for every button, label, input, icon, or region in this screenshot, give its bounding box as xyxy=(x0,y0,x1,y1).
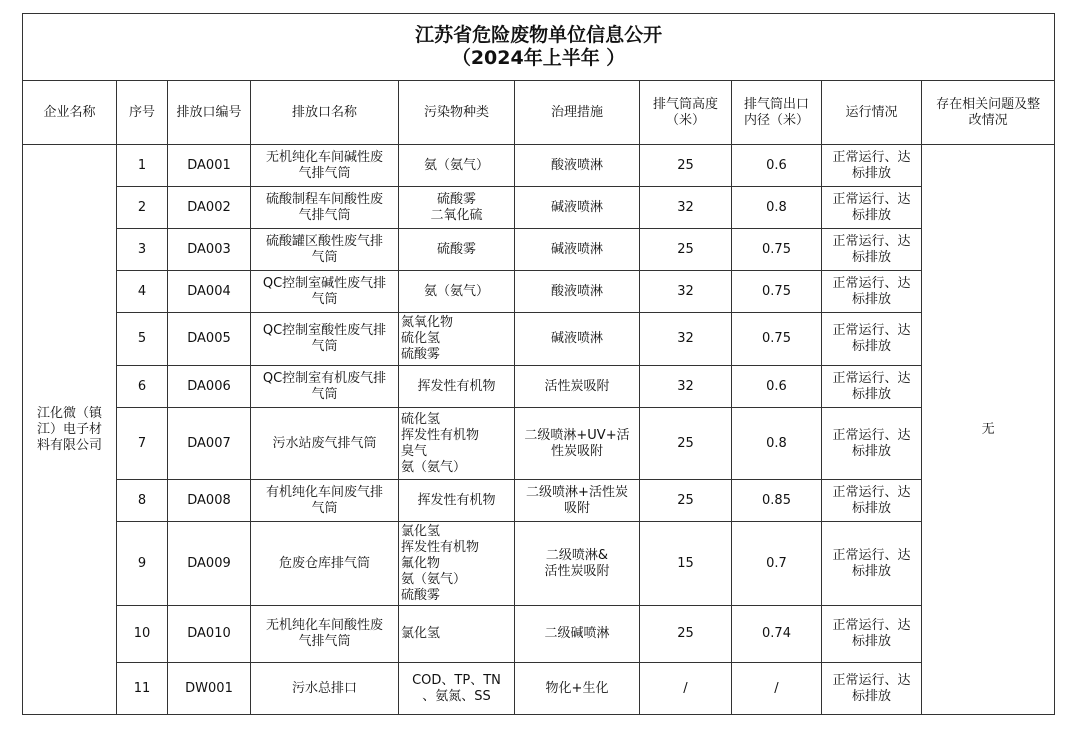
treatment-cell: 碱液喷淋 xyxy=(515,313,640,366)
outlet-code-cell: DA004 xyxy=(168,271,251,313)
outlet-name-cell: QC控制室碱性废气排 气筒 xyxy=(251,271,399,313)
stack-diameter-cell: 0.75 xyxy=(732,313,822,366)
operation-status-cell: 正常运行、达 标排放 xyxy=(822,480,922,522)
header-outlet-name: 排放口名称 xyxy=(251,81,399,145)
stack-diameter-cell: 0.8 xyxy=(732,408,822,480)
header-operation: 运行情况 xyxy=(822,81,922,145)
stack-height-cell: 32 xyxy=(640,366,732,408)
table-row xyxy=(23,408,1055,480)
outlet-code-cell: DA008 xyxy=(168,480,251,522)
seq-cell: 4 xyxy=(117,271,168,313)
stack-diameter-cell: 0.6 xyxy=(732,145,822,187)
seq-cell: 5 xyxy=(117,313,168,366)
stack-height-cell: 25 xyxy=(640,229,732,271)
table-row xyxy=(23,522,1055,606)
treatment-cell: 二级喷淋& 活性炭吸附 xyxy=(515,522,640,606)
table-row xyxy=(23,187,1055,229)
outlet-name-cell: 无机纯化车间酸性废 气排气筒 xyxy=(251,606,399,663)
stack-diameter-cell: 0.75 xyxy=(732,229,822,271)
pollutants-cell: 氨（氨气） xyxy=(399,145,515,187)
table-row xyxy=(23,313,1055,366)
treatment-cell: 二级碱喷淋 xyxy=(515,606,640,663)
table-row xyxy=(23,271,1055,313)
header-stack-diameter: 排气筒出口 内径（米） xyxy=(732,81,822,145)
table-row xyxy=(23,663,1055,715)
seq-cell: 7 xyxy=(117,408,168,480)
header-company: 企业名称 xyxy=(23,81,117,145)
treatment-cell: 酸液喷淋 xyxy=(515,271,640,313)
treatment-cell: 碱液喷淋 xyxy=(515,229,640,271)
pollutants-cell: 硫酸雾 二氧化硫 xyxy=(399,187,515,229)
title-line-2: （2024年上半年 ） xyxy=(451,47,626,69)
stack-height-cell: 25 xyxy=(640,145,732,187)
outlet-name-cell: QC控制室酸性废气排 气筒 xyxy=(251,313,399,366)
stack-height-cell: 25 xyxy=(640,408,732,480)
operation-status-cell: 正常运行、达 标排放 xyxy=(822,145,922,187)
outlet-code-cell: DA009 xyxy=(168,522,251,606)
page-title xyxy=(23,14,1055,81)
seq-cell: 3 xyxy=(117,229,168,271)
operation-status-cell: 正常运行、达 标排放 xyxy=(822,366,922,408)
stack-diameter-cell: 0.74 xyxy=(732,606,822,663)
operation-status-cell: 正常运行、达 标排放 xyxy=(822,313,922,366)
stack-height-cell: / xyxy=(640,663,732,715)
outlet-code-cell: DA003 xyxy=(168,229,251,271)
stack-diameter-cell: 0.7 xyxy=(732,522,822,606)
treatment-cell: 酸液喷淋 xyxy=(515,145,640,187)
operation-status-cell: 正常运行、达 标排放 xyxy=(822,271,922,313)
pollutants-cell: 挥发性有机物 xyxy=(399,480,515,522)
operation-status-cell: 正常运行、达 标排放 xyxy=(822,606,922,663)
outlet-name-cell: QC控制室有机废气排 气筒 xyxy=(251,366,399,408)
treatment-cell: 二级喷淋+活性炭 吸附 xyxy=(515,480,640,522)
outlet-name-cell: 污水总排口 xyxy=(251,663,399,715)
stack-diameter-cell: 0.6 xyxy=(732,366,822,408)
header-row xyxy=(23,81,1055,145)
treatment-cell: 碱液喷淋 xyxy=(515,187,640,229)
operation-status-cell: 正常运行、达 标排放 xyxy=(822,522,922,606)
company-name-cell: 江化微（镇 江）电子材 料有限公司 xyxy=(23,145,117,715)
treatment-cell: 物化+生化 xyxy=(515,663,640,715)
outlet-name-cell: 无机纯化车间碱性废 气排气筒 xyxy=(251,145,399,187)
table-row xyxy=(23,229,1055,271)
stack-height-cell: 25 xyxy=(640,480,732,522)
stack-diameter-cell: 0.8 xyxy=(732,187,822,229)
pollutants-cell: 氮氧化物 硫化氢 硫酸雾 xyxy=(399,313,515,366)
operation-status-cell: 正常运行、达 标排放 xyxy=(822,408,922,480)
outlet-code-cell: DA010 xyxy=(168,606,251,663)
table-row xyxy=(23,366,1055,408)
pollutants-cell: 氨（氨气） xyxy=(399,271,515,313)
seq-cell: 1 xyxy=(117,145,168,187)
header-seq: 序号 xyxy=(117,81,168,145)
seq-cell: 8 xyxy=(117,480,168,522)
title-line-1: 江苏省危险废物单位信息公开 xyxy=(415,24,663,46)
operation-status-cell: 正常运行、达 标排放 xyxy=(822,663,922,715)
header-treatment: 治理措施 xyxy=(515,81,640,145)
stack-height-cell: 32 xyxy=(640,271,732,313)
outlet-code-cell: DA007 xyxy=(168,408,251,480)
stack-height-cell: 25 xyxy=(640,606,732,663)
operation-status-cell: 正常运行、达 标排放 xyxy=(822,229,922,271)
header-outlet-code: 排放口编号 xyxy=(168,81,251,145)
table-row xyxy=(23,606,1055,663)
pollutants-cell: 氯化氢 xyxy=(399,606,515,663)
seq-cell: 6 xyxy=(117,366,168,408)
header-stack-height: 排气筒高度 （米） xyxy=(640,81,732,145)
pollutants-cell: 氯化氢 挥发性有机物 氟化物 氨（氨气） 硫酸雾 xyxy=(399,522,515,606)
outlet-code-cell: DA001 xyxy=(168,145,251,187)
seq-cell: 11 xyxy=(117,663,168,715)
stack-diameter-cell: 0.85 xyxy=(732,480,822,522)
stack-diameter-cell: / xyxy=(732,663,822,715)
stack-height-cell: 32 xyxy=(640,313,732,366)
disclosure-table xyxy=(22,13,1055,715)
stack-height-cell: 15 xyxy=(640,522,732,606)
pollutants-cell: 挥发性有机物 xyxy=(399,366,515,408)
treatment-cell: 活性炭吸附 xyxy=(515,366,640,408)
outlet-name-cell: 危废仓库排气筒 xyxy=(251,522,399,606)
outlet-code-cell: DA006 xyxy=(168,366,251,408)
pollutants-cell: 硫化氢 挥发性有机物 臭气 氨（氨气） xyxy=(399,408,515,480)
table-row xyxy=(23,145,1055,187)
stack-height-cell: 32 xyxy=(640,187,732,229)
outlet-name-cell: 硫酸罐区酸性废气排 气筒 xyxy=(251,229,399,271)
pollutants-cell: COD、TP、TN 、氨氮、SS xyxy=(399,663,515,715)
operation-status-cell: 正常运行、达 标排放 xyxy=(822,187,922,229)
header-pollutants: 污染物种类 xyxy=(399,81,515,145)
seq-cell: 10 xyxy=(117,606,168,663)
treatment-cell: 二级喷淋+UV+活 性炭吸附 xyxy=(515,408,640,480)
outlet-code-cell: DA005 xyxy=(168,313,251,366)
outlet-name-cell: 有机纯化车间废气排 气筒 xyxy=(251,480,399,522)
outlet-code-cell: DA002 xyxy=(168,187,251,229)
outlet-name-cell: 硫酸制程车间酸性废 气排气筒 xyxy=(251,187,399,229)
header-issues: 存在相关问题及整 改情况 xyxy=(922,81,1055,145)
table-row xyxy=(23,480,1055,522)
pollutants-cell: 硫酸雾 xyxy=(399,229,515,271)
seq-cell: 9 xyxy=(117,522,168,606)
stack-diameter-cell: 0.75 xyxy=(732,271,822,313)
seq-cell: 2 xyxy=(117,187,168,229)
outlet-code-cell: DW001 xyxy=(168,663,251,715)
outlet-name-cell: 污水站废气排气筒 xyxy=(251,408,399,480)
issues-cell: 无 xyxy=(922,145,1055,715)
